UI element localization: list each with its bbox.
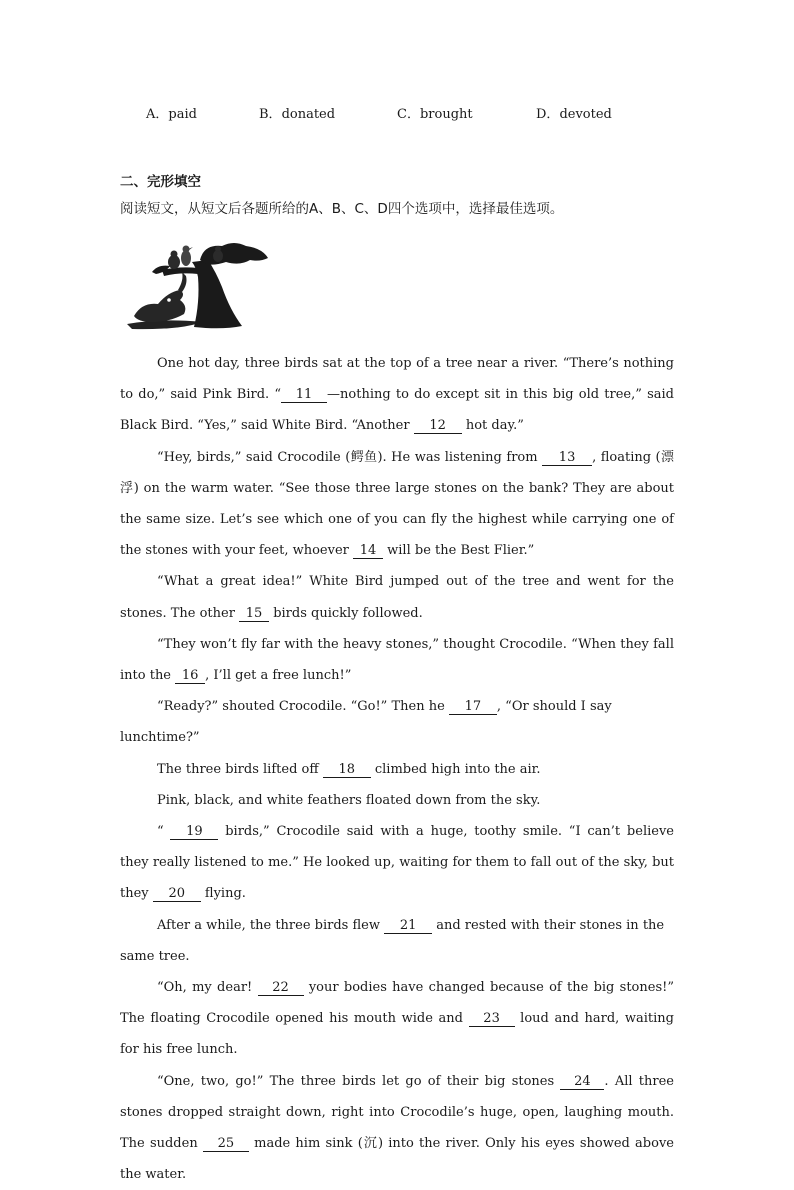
blank-17[interactable]: 17 <box>449 700 497 715</box>
paragraph: Pink, black, and white feathers floated down from the sky. <box>157 792 541 808</box>
blank-21[interactable]: 21 <box>384 919 432 934</box>
paragraph: “What a great idea!” White Bird jumped out of the tree and went for the stones. The other 15 birds quickly followed. <box>120 574 674 621</box>
paragraph: After a while, the three birds flew 21 and rested with their stones in the same tree. <box>120 917 665 964</box>
blank-13[interactable]: 13 <box>542 451 592 466</box>
blank-12[interactable]: 12 <box>414 419 462 434</box>
blank-25[interactable]: 25 <box>203 1137 249 1152</box>
blank-15[interactable]: 15 <box>239 607 269 622</box>
blank-23[interactable]: 23 <box>469 1012 515 1027</box>
paragraph: “They won’t fly far with the heavy stones,” thought Crocodile. “When they fall into the 16 , I’ll get a free lunch!” <box>120 636 674 684</box>
section-title: 二、完形填空 <box>120 174 201 190</box>
blank-19[interactable]: 19 <box>170 825 218 840</box>
option-c[interactable]: C．brought <box>397 107 473 122</box>
paragraph: “One, two, go!” The three birds let go of their big stones 24 . All three stones dropped straight down, right into Crocodile’s huge, open, laughing mouth. The sudden 25 made him sink (沉) into the river. Only his eyes showed above the water. <box>120 1073 674 1183</box>
previous-question-options <box>0 103 794 123</box>
paragraph: The three birds lifted off 18 climbed high into the air. <box>157 761 541 777</box>
blank-16[interactable]: 16 <box>175 669 205 684</box>
cloze-passage <box>120 348 674 1190</box>
blank-24[interactable]: 24 <box>560 1075 604 1090</box>
paragraph: “Ready?” shouted Crocodile. “Go!” Then he 17 , “Or should I say lunchtime?” <box>120 699 612 746</box>
blank-22[interactable]: 22 <box>258 981 304 996</box>
blank-20[interactable]: 20 <box>153 887 201 902</box>
blank-11[interactable]: 11 <box>281 388 327 403</box>
birds-crocodile-illustration <box>122 232 272 332</box>
option-a[interactable]: A．paid <box>146 107 197 122</box>
option-b[interactable]: B．donated <box>259 107 336 122</box>
paragraph: One hot day, three birds sat at the top of a tree near a river. “There’s nothing to do,” said Pink Bird. “ 11 —nothing to do except sit in this big old tree,” said Black Bird. “Yes,” said White Bird. “Another 12 hot day.” <box>120 356 674 434</box>
paragraph: “ 19 birds,” Crocodile said with a huge, toothy smile. “I can’t believe they really listened to me.” He looked up, waiting for them to fall out of the sky, but they 20 flying. <box>120 824 674 902</box>
paragraph: “Hey, birds,” said Crocodile (鳄鱼). He was listening from 13 , floating (漂浮) on the warm water. “See those three large stones on the bank? They are about the same size. Let’s see which one of you can fly the highest while carrying one of the stones with your feet, whoever 14 will be the Best Flier.” <box>120 449 674 559</box>
option-d[interactable]: D．devoted <box>536 107 612 122</box>
paragraph: “Oh, my dear! 22 your bodies have changed because of the big stones!” The floating Crocodile opened his mouth wide and 23 loud and hard, waiting for his free lunch. <box>120 980 674 1058</box>
blank-14[interactable]: 14 <box>353 544 383 559</box>
blank-18[interactable]: 18 <box>323 763 371 778</box>
instruction-text: 阅读短文，从短文后各题所给的A、B、C、D四个选项中，选择最佳选项。 <box>120 201 564 217</box>
